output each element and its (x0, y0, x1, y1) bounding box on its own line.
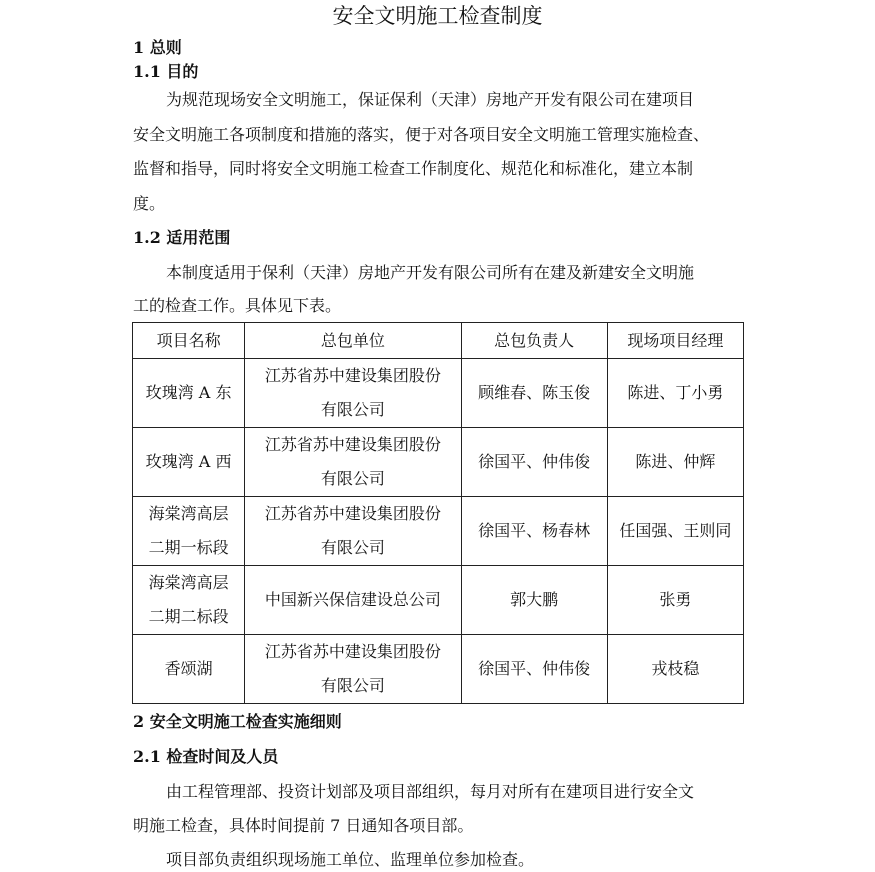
contractor-cell (245, 566, 461, 635)
manager-cell: 张勇 (607, 566, 743, 635)
cell-text: 玫瑰湾 A 西 (145, 452, 232, 471)
table-header-cell: 总包单位 (245, 323, 461, 359)
manager-cell: 任国强、王则同 (607, 497, 743, 566)
paragraph-line: 工的检查工作。具体见下表。 (133, 296, 342, 315)
section-heading-scope: 1.2 适用范围 (133, 228, 231, 247)
cell-text: 有限公司 (320, 676, 385, 695)
project-table (132, 322, 744, 704)
paragraph-line: 本制度适用于保利（天津）房地产开发有限公司所有在建及新建安全文明施 (166, 263, 695, 282)
cell-text: 二期二标段 (148, 607, 229, 626)
cell-text: 海棠湾高层 (148, 504, 229, 523)
manager-cell: 陈进、仲辉 (607, 428, 743, 497)
paragraph-line: 安全文明施工各项制度和措施的落实，便于对各项目安全文明施工管理实施检查、 (133, 125, 710, 144)
project-name-cell (133, 497, 245, 566)
paragraph-line: 由工程管理部、投资计划部及项目部组织，每月对所有在建项目进行安全文 (166, 782, 695, 801)
section-heading-general: 1 总则 (133, 38, 182, 57)
table-header-row (133, 323, 744, 359)
table-header-cell: 总包负责人 (461, 323, 607, 359)
section-heading-details: 2 安全文明施工检查实施细则 (133, 712, 342, 731)
paragraph-line: 监督和指导，同时将安全文明施工检查工作制度化、规范化和标准化，建立本制 (133, 159, 694, 178)
leader-cell: 顾维春、陈玉俊 (461, 359, 607, 428)
project-name-cell (133, 566, 245, 635)
project-name-cell (133, 428, 245, 497)
leader-cell: 徐国平、杨春林 (461, 497, 607, 566)
contractor-cell (245, 359, 461, 428)
paragraph-line: 项目部负责组织现场施工单位、监理单位参加检查。 (166, 850, 535, 869)
table-row (133, 635, 744, 704)
document-title: 安全文明施工检查制度 (332, 4, 543, 28)
table-header-cell: 现场项目经理 (607, 323, 743, 359)
leader-cell: 郭大鹏 (461, 566, 607, 635)
table-header-cell: 项目名称 (133, 323, 245, 359)
manager-cell: 戎枝稳 (607, 635, 743, 704)
cell-text: 二期一标段 (148, 538, 229, 557)
contractor-cell (245, 428, 461, 497)
cell-text: 有限公司 (320, 469, 385, 488)
section-heading-purpose: 1.1 目的 (133, 62, 199, 81)
manager-cell: 陈进、丁小勇 (607, 359, 743, 428)
contractor-cell (245, 635, 461, 704)
project-name-cell (133, 359, 245, 428)
paragraph-line: 明施工检查，具体时间提前 7 日通知各项目部。 (133, 816, 474, 835)
paragraph-line: 度。 (133, 194, 166, 213)
cell-text: 江苏省苏中建设集团股份 (264, 642, 441, 661)
table-row (133, 359, 744, 428)
cell-text: 玫瑰湾 A 东 (145, 383, 232, 402)
cell-text: 江苏省苏中建设集团股份 (264, 504, 441, 523)
table-row (133, 566, 744, 635)
cell-text: 有限公司 (320, 400, 385, 419)
cell-text: 中国新兴保信建设总公司 (264, 590, 441, 609)
project-name-cell (133, 635, 245, 704)
contractor-cell (245, 497, 461, 566)
table-row (133, 428, 744, 497)
section-heading-time-people: 2.1 检查时间及人员 (133, 747, 279, 766)
table-row (133, 497, 744, 566)
leader-cell: 徐国平、仲伟俊 (461, 635, 607, 704)
cell-text: 江苏省苏中建设集团股份 (264, 435, 441, 454)
cell-text: 海棠湾高层 (148, 573, 229, 592)
cell-text: 江苏省苏中建设集团股份 (264, 366, 441, 385)
leader-cell: 徐国平、仲伟俊 (461, 428, 607, 497)
cell-text: 有限公司 (320, 538, 385, 557)
paragraph-line: 为规范现场安全文明施工，保证保利（天津）房地产开发有限公司在建项目 (166, 90, 695, 109)
cell-text: 香颂湖 (164, 659, 213, 678)
